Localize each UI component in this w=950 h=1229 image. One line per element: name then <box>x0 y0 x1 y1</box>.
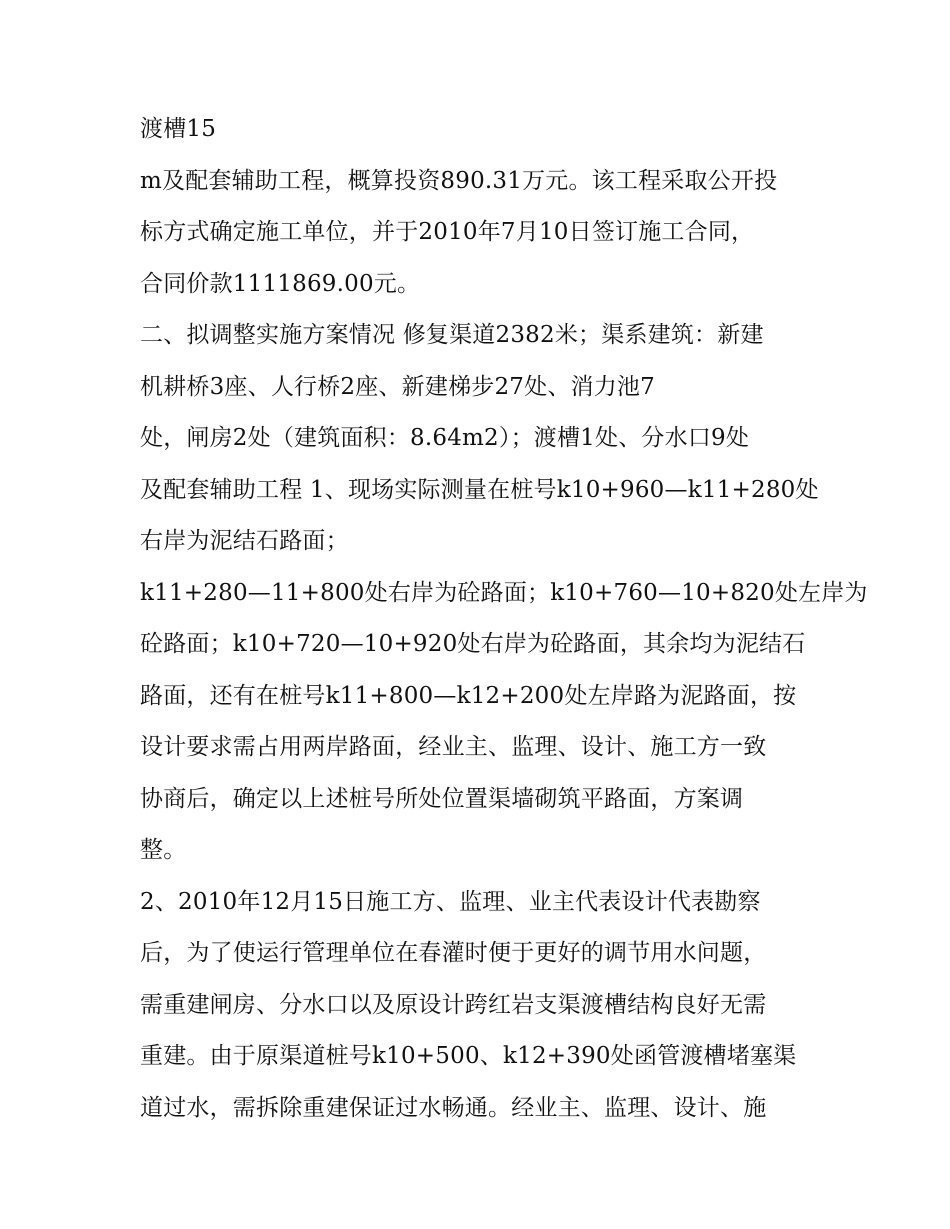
text-line: 合同价款1111869.00元。 <box>140 270 421 297</box>
text-line: 重建。由于原渠道桩号k10+500、k12+390处函管渡槽堵塞渠 <box>140 1043 797 1069</box>
text-line: 路面，还有在桩号k11+800—k12+200处左岸路为泥路面，按 <box>140 682 797 709</box>
text-line: 右岸为泥结石路面； <box>140 528 349 554</box>
text-line: 整。 <box>140 837 187 863</box>
text-line: 及配套辅助工程 1、现场实际测量在桩号k10+960—k11+280处 <box>140 476 819 503</box>
text-line: k11+280—11+800处右岸为砼路面；k10+760—10+820处左岸为 <box>140 579 868 606</box>
body-text <box>140 104 868 1134</box>
text-line: 标方式确定施工单位，并于2010年7月10日签订施工合同， <box>140 219 755 245</box>
text-line: 需重建闸房、分水口以及原设计跨红岩支渠渡槽结构良好无需 <box>140 991 767 1018</box>
text-line: 砼路面；k10+720—10+920处右岸为砼路面，其余均为泥结石 <box>140 631 806 657</box>
text-line: 机耕桥3座、人行桥2座、新建梯步27处、消力池7 <box>140 373 655 400</box>
text-line: 道过水，需拆除重建保证过水畅通。经业主、监理、设计、施 <box>140 1094 767 1121</box>
text-line: 协商后，确定以上述桩号所处位置渠墙砌筑平路面，方案调 <box>140 785 744 812</box>
text-line: 2、2010年12月15日施工方、监理、业主代表设计代表勘察 <box>140 888 761 915</box>
text-line: m及配套辅助工程，概算投资890.31万元。该工程采取公开投 <box>140 167 778 194</box>
text-line: 处，闸房2处（建筑面积：8.64m2）；渡槽1处、分水口9处 <box>140 425 750 451</box>
text-line: 后，为了使运行管理单位在春灌时便于更好的调节用水问题， <box>140 940 767 966</box>
text-line: 二、拟调整实施方案情况 修复渠道2382米；渠系建筑：新建 <box>140 322 764 348</box>
text-line: 渡槽15 <box>140 116 217 142</box>
text-line: 设计要求需占用两岸路面，经业主、监理、设计、施工方一致 <box>140 734 767 760</box>
